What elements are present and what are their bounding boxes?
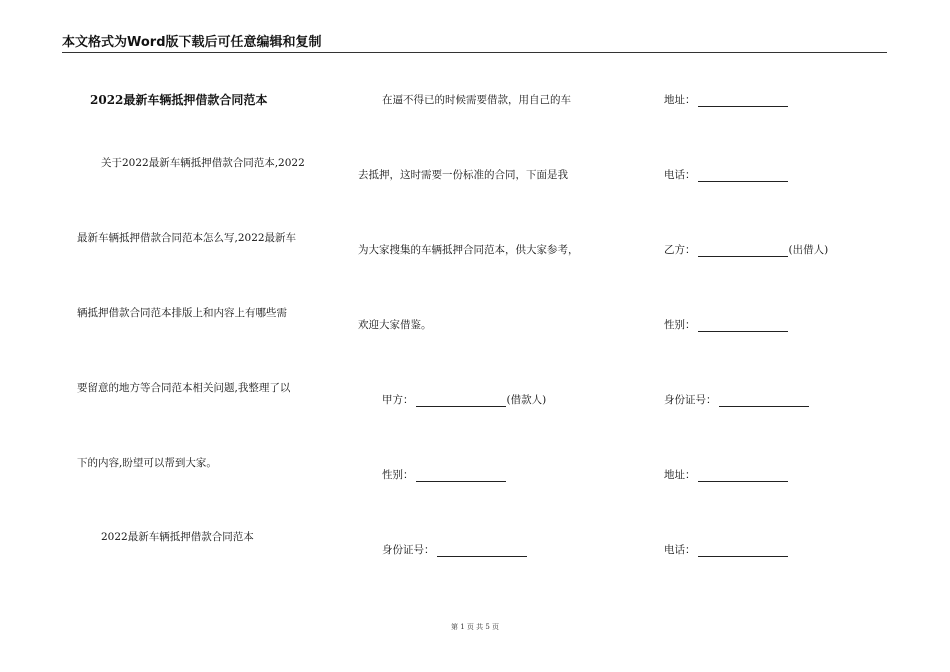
body-line: 去抵押，这时需要一份标准的合同，下面是我 [358, 169, 568, 181]
field-label: 电话： [664, 544, 696, 556]
header-text: 本文格式为Word版下载后可任意编辑和复制 [62, 35, 322, 50]
fill-blank[interactable] [698, 96, 788, 107]
fill-blank[interactable] [698, 246, 788, 257]
fill-blank[interactable] [698, 171, 788, 182]
form-field-gender [382, 468, 507, 482]
form-field-gender [664, 318, 789, 332]
field-label: 电话： [664, 169, 696, 181]
page-number: 第 1 页 共 5 页 [450, 623, 500, 631]
field-suffix: (借款人) [506, 394, 547, 406]
form-field-phone [664, 543, 789, 557]
field-suffix: (出借人) [788, 244, 829, 256]
fill-blank[interactable] [698, 321, 788, 332]
field-label: 性别： [382, 469, 414, 481]
field-label: 身份证号： [664, 394, 717, 406]
form-field-phone [664, 168, 789, 182]
form-field-id-number [382, 543, 528, 557]
field-label: 甲方： [382, 394, 414, 406]
field-label: 地址： [664, 469, 696, 481]
document-title: 2022最新车辆抵押借款合同范本 [90, 93, 268, 107]
form-field-party-b [664, 243, 828, 257]
fill-blank[interactable] [719, 396, 809, 407]
fill-blank[interactable] [416, 471, 506, 482]
field-label: 性别： [664, 319, 696, 331]
field-label: 地址： [664, 94, 696, 106]
intro-line: 最新车辆抵押借款合同范本怎么写,2022最新车 [77, 232, 297, 244]
body-line: 为大家搜集的车辆抵押合同范本，供大家参考， [358, 244, 579, 256]
fill-blank[interactable] [698, 471, 788, 482]
fill-blank[interactable] [437, 546, 527, 557]
form-field-party-a [382, 393, 546, 407]
intro-line: 关于2022最新车辆抵押借款合同范本,2022 [101, 157, 305, 169]
field-label: 乙方： [664, 244, 696, 256]
body-line: 欢迎大家借鉴。 [358, 319, 432, 331]
intro-line: 辆抵押借款合同范本排版上和内容上有哪些需 [77, 307, 287, 319]
body-line: 在逼不得已的时候需要借款，用自己的车 [382, 94, 571, 106]
intro-line: 要留意的地方等合同范本相关问题,我整理了以 [77, 382, 291, 394]
form-field-address [664, 93, 789, 107]
fill-blank[interactable] [416, 396, 506, 407]
fill-blank[interactable] [698, 546, 788, 557]
form-field-id-number [664, 393, 810, 407]
field-label: 身份证号： [382, 544, 435, 556]
page-header [62, 34, 887, 53]
section-heading: 2022最新车辆抵押借款合同范本 [101, 531, 254, 543]
intro-line: 下的内容,盼望可以帮到大家。 [77, 457, 217, 469]
form-field-address [664, 468, 789, 482]
